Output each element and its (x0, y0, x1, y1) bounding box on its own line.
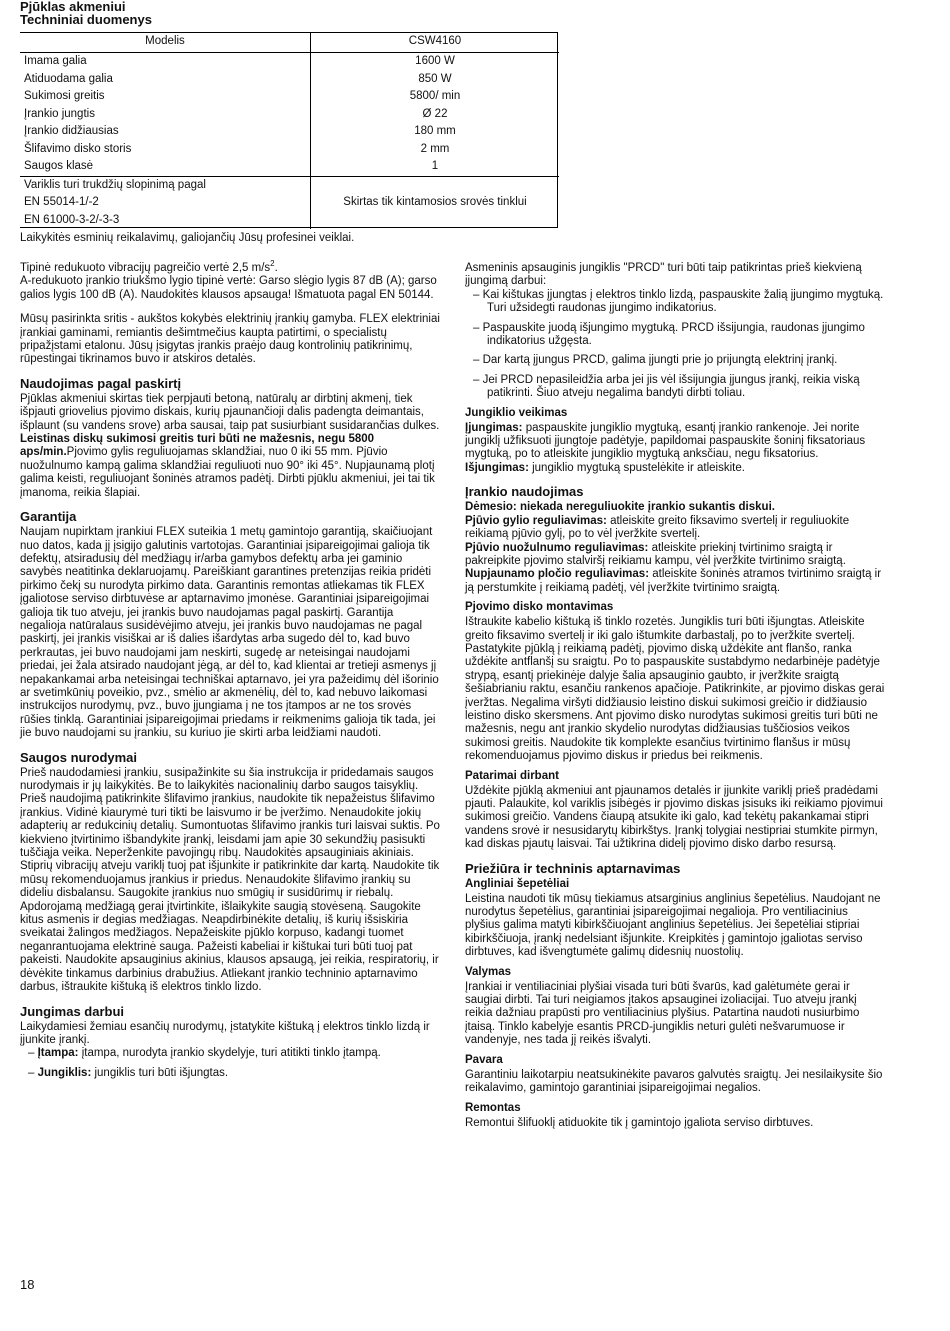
spec-value-interference: Skirtas tik kintamosios srovės tinklui (311, 176, 560, 229)
spec-value: Ø 22 (311, 106, 560, 124)
prcd-item: – Dar kartą įjungus PRCD, galima įjungti prie jo prijungtą elektrinį įrankį. (473, 354, 838, 367)
depth-label: Pjūvio gylio reguliavimas: (465, 514, 607, 527)
prcd-item: – Jei PRCD nepasileidžia arba jei jis vėl išsijungia įjungus įrankį, reikia viską patikrinti. Šiuo atveju negalima bandyti dirbti toliau. (473, 373, 860, 400)
brushes-paragraph: Leistina naudoti tik mūsų tiekiamus atsarginius anglinius šepetėlius. Naudojant ne nurodytus šepetėlius, garantiniai įsipareigojimai negalioja. Pro ventiliacinius plyšius galima matyti kibirkščiuojant anglinius šepetėlius. Jei šepetėliai stipriai kibirkščiuoja, įrankį nedelsiant išjunkite. Kreipkitės į gamintojo įgaliotas serviso dirbtuves, kad išvengtumėte galimų didesnių nuostolių. (465, 892, 881, 959)
usage-paragraph (20, 393, 440, 500)
switch-on-text: paspauskite jungiklio mygtuką, esantį įrankio rankenoje. Jei norite jungiklį užfiksuoti įjungtoje padėtyje, papildomai paspauskite šoninį fiksatoriaus mygtuką, po to atleiskite jungiklio mygtuką anksčiau, negu fiksatorius. (465, 421, 866, 461)
vibration-text: Tipinė redukuoto vibracijų pagreičio vertė 2,5 m/s (20, 262, 271, 274)
left-column (20, 259, 440, 1086)
vibration-sup: 2 (270, 259, 275, 269)
clean-heading: Valymas (465, 965, 512, 978)
switch-off-label: Išjungimas: (465, 461, 529, 474)
mount-paragraph: Ištraukite kabelio kištuką iš tinklo rozetės. Jungiklis turi būti išjungtas. Atleiskite greito fiksavimo svertelį ir iki galo ištumkite darbastalį, po to įveržkite svertelį. Pastatykite pjūklą į reikiamą padėtį, pjovimo diską uždėkite ant flanšo, ranka uždėkite antflanšį su sraigtu. Po to paspauskite sustabdymo nedarbinėje padėtyje strypą, esantį priekinėje dalyje šalia apsauginio gaubto, ir įveržkite sraigtą šešiabrianiu raktu, esančiu rankenos apačioje. Patikrinkite, ar pjovimo diskas gerai įveržtas. Negalima viršyti didžiausio leistino diskui sukimosi greičio ir didžiausio leistino disko skersmens. Ant pjovimo disko nurodytas sukimosi greitis turi būti ne mažesnis, negu ant įrankio skydelio nurodytas didžiausias tuščiosios veikos sukimosi greitis. Naudokite tik komplekte esančius tvirtinimo flanšus ir mūsų rekomenduojamus pjovimo diskus ir priedus bei reikmenis. (465, 616, 885, 763)
brushes-heading: Angliniai šepetėliai (465, 877, 570, 890)
tool-use-heading: Įrankio naudojimas (465, 484, 584, 500)
switch-on-label: Įjungimas: (465, 421, 523, 434)
spec-label: Įrankio didžiausias (24, 125, 119, 137)
spec-row-interference (20, 176, 559, 229)
spec-table (20, 32, 559, 229)
spec-header-label: Modelis (20, 32, 311, 53)
spec-note: Laikykitės esminių reikalavimų, galiojančių Jūsų profesinei veiklai. (20, 232, 355, 244)
width-paragraph (465, 568, 885, 595)
spec-value: 5800/ min (311, 88, 560, 106)
doc-title: Pjūklas akmeniui (20, 0, 126, 14)
switch-off-paragraph (465, 462, 885, 475)
spec-row (20, 106, 559, 124)
bevel-paragraph (465, 542, 885, 569)
usage-text-b: Pjovimo gylis reguliuojamas sklandžiai, nuo 0 iki 55 mm. Pjūvio nuožulnumo kampą galima sklandžiai reguliuoti nuo 90° iki 45°. Nupjaunamą plotį galima keisti, reguliuojant šoninės atramos padėtį. Dirbti pjūklu akmeniui, jei tai tik įmanoma, reikia šlapiai. (20, 446, 435, 499)
switch-on-paragraph (465, 422, 885, 462)
spec-label: Saugos klasė (24, 160, 94, 172)
spec-label: Įrankio jungtis (24, 107, 95, 120)
repair-heading: Remontas (465, 1101, 521, 1114)
connect-item-text: jungiklis turi būti išjungtas. (91, 1066, 229, 1079)
spec-row (20, 88, 559, 106)
interference-line-3: EN 61000-3-2/-3-3 (24, 213, 120, 226)
gear-paragraph: Garantiniu laikotarpiu neatsukinėkite pavaros galvutės sraigtų. Jei nesilaikysite šio reikalavimo, gamintojo garantiniai įsipareigojimai negalios. (465, 1068, 883, 1095)
prcd-intro: Asmeninis apsauginis jungiklis "PRCD" turi būti taip patikrintas prieš kiekvieną įjungimą darbui: (465, 262, 862, 288)
switch-off-text: jungiklio mygtuką spustelėkite ir atleiskite. (528, 461, 745, 474)
connect-paragraph: Laikydamiesi žemiau esančių nurodymų, įstatykite kištuką į elektros tinklo lizdą ir įjunkite įrankį. (20, 1020, 430, 1046)
intro-paragraph: Mūsų pasirinkta sritis - aukštos kokybės elektrinių įrankių gamyba. FLEX elektriniai įrankiai gaminami, remiantis dešimtmečius kaupta patirtimi, o specialistų pripažįstami etalonu. Jūsų įsigytas įrankis praėjo daug kontrolinių patikrinimų, rūpestingai tikrinamos buvo ir atskiros detalės. (20, 313, 440, 366)
warranty-paragraph: Naujam nupirktam įrankiui FLEX suteikia 1 metų gamintojo garantiją, skaičiuojant nuo datos, kada jį įsigijo galutinis vartotojas. Garantiniai įsipareigojimai galioja tik defektų, atsiradusių dėl medžiagų ir/arba gamybos defektų arba jei gaminio savybės neatitinka deklaruojamų. Pareiškiant garantines pretenzijas reikia pridėti pirkimo čekį su nurodyta pirkimo data. Garantinis remontas atliekamas tik FLEX įgaliotose serviso dirbtuvėse ar aptarnavimo įmonėse. Garantiniai įsipareigojimai galioja tik tuo atveju, jei įrankis buvo naudojamas pagal paskirtį. Garantija negalioja natūralaus susidėvėjimo atveju, jei įrankis buvo naudojamas ne pagal paskirtį, jei įrankis visiškai ar iš dalies išardytas arba sugedo dėl to, kad buvo perkrautas, jei buvo naudojami jam neskirti, sugedę ar neteisingai naudojami priedai, jei žala atsirado naudojant jėgą, ar dėl to, kad klientai ar tretieji asmenys jį nepakankamai arba neteisingai techniškai aptarnavo, jei yra pažeidimų dėl išorinio ar svetimkūnių poveikio, pvz., smėlio ar akmenėlių, dėl to, kad nebuvo laikomasi instrukcijos nurodymų, pvz., buvo įjungiama į ne tos įtampos ar ne tos srovės rūšies tinklą. Garantiniai įsipareigojimai priedams ir reikmenims galioja tik tada, jei jie buvo naudojami su įrankiu, su kuriuo jie skirti arba leidžiami naudoti. (20, 526, 439, 740)
prcd-item-text: Paspauskite juodą išjungimo mygtuką. PRCD išsijungia, raudonas įjungimo indikatorius užgęsta. (482, 321, 865, 348)
page-number: 18 (20, 1277, 35, 1292)
interference-line-1: Variklis turi trukdžių slopinimą pagal (24, 178, 206, 191)
depth-paragraph (465, 515, 885, 542)
safety-paragraph: Prieš naudodamiesi įrankiu, susipažinkite su šia instrukcija ir pridedamais saugos nurodymais ir jų laikykitės. Be to laikykitės nacionalinių darbo saugos taisyklių. Prieš naudojimą patikrinkite šlifavimo įrankius, naudokite tik nepažeistus šlifavimo įrankius. Vidinė kiaurymė turi tikti be laisvumo ir be įveržimo. Nenaudokite jokių adapterių ar redukcinių detalių. Sumontuotas šlifavimo įrankis turi laisvai suktis. Po kiekvieno įtvirtinimo išbandykite įrankį, leisdami jam apie 30 sekundžių pasisukti tuščiąja veika. Neperženkite pavojingų ribų. Naudokitės apsauginiais akiniais. Stiprių vibracijų atveju variklį tuoj pat išjunkite ir patikrinkite dar kartą. Naudokite tik mūsų rekomenduojamus įrankius ir priedus. Nenaudokite šlifavimo įrankių su dideliu disbalansu. Saugokite įrankius nuo smūgių ir susidūrimų ir riebalų. Apdorojamą medžiagą gerai įtvirtinkite, išlaikykite saugią stovėseną. Saugokite kitus asmenis ir degias medžiagas. Neapdirbinėkite detalių, iš kurių išsiskiria sveikatai žalingos medžiagos. Nepažeiskite pjūklo korpuso, kadangi tuomet neganrantuojama elektrinė sauga. Pažeisti kabeliai ir kištukai turi būti tuoj pat pakeisti. Naudokite apsauginius akinius, klausos apsaugą, jei reikia, respiratorių, ir dėvėkite tinkamus darbinius drabužius. Atliekant įrankio techninio aptarnavimo darbus, ištraukite kištuką iš elektros tinklo lizdo. (20, 766, 440, 994)
warranty-heading: Garantija (20, 509, 77, 525)
service-heading: Priežiūra ir techninis aptarnavimas (465, 860, 681, 876)
usage-text-a: Pjūklas akmeniui skirtas tiek perpjauti betoną, natūralų ar dirbtinį akmenį, tiek išpjauti griovelius pjovimo diskais, kurių pjaunančioji dalis padengta deimantais, išplaunt (su vandens srove) arba sausai, taip pat susiurbiant susidarančias dulkes. (20, 392, 440, 432)
usage-heading: Naudojimas pagal paskirtį (20, 375, 182, 391)
prcd-item: – Kai kištukas įjungtas į elektros tinklo lizdą, paspauskite žalią įjungimo mygtuką. Turi užsidegti raudonas įjungimo indikatorius. (473, 288, 884, 315)
spec-header-row (20, 32, 559, 53)
tips-paragraph: Uždėkite pjūklą akmeniui ant pjaunamos detalės ir įjunkite variklį prieš pradėdami pjauti. Palaukite, kol variklis įsibėgės ir pjovimo diskas įsisuks iki reikiamo pjovimui sukimosi greičio. Vandens čiaupą atsukite iki galo, kad tekėtų pakankamai stipri vandens srovė ir nesusidarytų kibirkštys. Įrankį tolygiai nestipriai stumkite pirmyn, kad diskas pjautų laisvai. Tai užtikrina didelį pjovimo disko darbo resursą. (465, 784, 883, 851)
switch-heading: Jungiklio veikimas (465, 406, 568, 419)
bevel-label: Pjūvio nuožulnumo reguliavimas: (465, 541, 649, 554)
spec-label-interference (20, 176, 311, 229)
usage-text-bold: Leistinas diskų sukimosi greitis turi būti ne mažesnis, negu 5800 aps/min. (20, 433, 375, 459)
vibration-end: . (274, 262, 278, 274)
width-label: Nupjaunamo pločio reguliavimas: (465, 568, 650, 581)
connect-heading: Jungimas darbui (20, 1003, 125, 1019)
spec-row (20, 53, 559, 71)
spec-header-model: CSW4160 (311, 32, 560, 53)
spec-row (20, 123, 559, 141)
section-title-technical-data: Techniniai duomenys (20, 12, 152, 27)
clean-paragraph: Įrankiai ir ventiliaciniai plyšiai visada turi būti švarūs, kad galėtumėte gerai ir saugiai dirbti. Tai turi neigiamos įtakos apsauginei izoliacijai. Tuo atveju įrankį reikia dažniau prapūsti pro ventiliacinius plyšius. Patartina naudoti nusiurbimo įtaisą. Tinklo kabelyje esantis PRCD-jungiklis neturi gulėti nešvarumuose ir vandenyje, nes tada jį reikės išvalyti. (465, 980, 860, 1047)
spec-row (20, 71, 559, 89)
spec-row (20, 141, 559, 159)
attention-text: Dėmesio: niekada nereguliuokite įrankio sukantis diskui. (465, 501, 775, 514)
connect-item: – Įtampa: įtampa, nurodyta įrankio skydelyje, turi atitikti tinklo įtampą. (28, 1047, 381, 1060)
spec-value: 180 mm (311, 123, 560, 141)
bevel-text: atleiskite priekinį tvirtinimo sraigtą ir pakreipkite pjovimo stalviršį reikiamu kampu, vėl įveržkite tvirtinimo sraigtą. (465, 541, 846, 567)
mount-heading: Pjovimo disko montavimas (465, 601, 614, 614)
repair-paragraph: Remontui šlifuoklį atiduokite tik į gamintojo įgaliota serviso dirbtuves. (465, 1116, 814, 1129)
noise-paragraph: A-redukuoto įrankio triukšmo lygio tipinė vertė: Garso slėgio lygis 87 dB (A); garso galios lygis 100 dB (A). Naudokitės klausos apsauga! Išmatuota pagal EN 50144. (20, 275, 437, 301)
width-text: atleiskite šoninės atramos tvirtinimo sraigtą ir ją perstumkite į reikiamą padėtį, vėl įveržkite tvirtinimo sraigtą. (465, 568, 882, 594)
interference-line-2: EN 55014-1/-2 (24, 196, 99, 208)
spec-value: 1600 W (311, 53, 560, 71)
spec-label: Imama galia (24, 55, 87, 67)
spec-row (20, 158, 559, 176)
prcd-item: – Paspauskite juodą išjungimo mygtuką. PRCD išsijungia, raudonas įjungimo indikatorius užgęsta. (473, 321, 865, 348)
vibration-paragraph (20, 259, 440, 275)
spec-value: 2 mm (311, 141, 560, 159)
spec-label: Šlifavimo disko storis (24, 142, 132, 155)
gear-heading: Pavara (465, 1053, 503, 1066)
spec-value: 1 (311, 158, 560, 176)
connect-item-label: Jungiklis: (37, 1066, 92, 1079)
connect-item-text: įtampa, nurodyta įrankio skydelyje, turi atitikti tinklo įtampą. (78, 1047, 381, 1060)
connect-item: – Jungiklis: jungiklis turi būti išjungtas. (28, 1066, 229, 1079)
spec-label: Sukimosi greitis (24, 90, 105, 102)
right-column (465, 262, 885, 1136)
depth-text: atleiskite greito fiksavimo svertelį ir reguliuokite reikiamą pjūvio gylį, po to vėl įveržkite svertelį. (465, 514, 850, 541)
tips-heading: Patarimai dirbant (465, 769, 559, 782)
spec-label: Atiduodama galia (24, 72, 113, 85)
safety-heading: Saugos nurodymai (20, 749, 138, 765)
prcd-item-text: Kai kištukas įjungtas į elektros tinklo lizdą, paspauskite žalią įjungimo mygtuką. Turi užsidegti raudonas įjungimo indikatorius. (482, 288, 884, 315)
prcd-item-text: Jei PRCD nepasileidžia arba jei jis vėl išsijungia įjungus įrankį, reikia viską patikrinti. Šiuo atveju negalima bandyti dirbti toliau. (482, 373, 860, 400)
connect-item-label: Įtampa: (37, 1047, 79, 1060)
prcd-item-text: Dar kartą įjungus PRCD, galima įjungti prie jo prijungtą elektrinį įrankį. (482, 354, 838, 367)
spec-value: 850 W (311, 71, 560, 89)
